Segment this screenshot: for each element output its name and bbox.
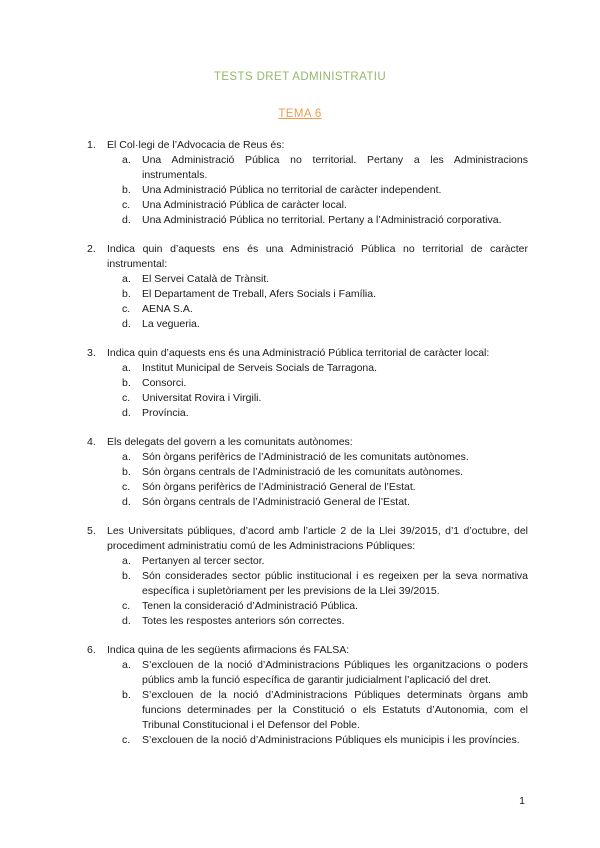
answer-option (122, 317, 528, 332)
option-text: AENA S.A. (142, 303, 193, 315)
option-letter: a. (122, 451, 131, 463)
answer-options (87, 450, 528, 510)
option-letter: a. (122, 154, 131, 166)
answer-option (122, 614, 528, 629)
option-text: S’exclouen de la noció d’Administracions Públiques determinats òrgans amb funcions determinades per la Constitució o els Estatuts d’Autonomia, com el Tribunal Constitucional i el Defensor del Poble. (142, 689, 528, 731)
option-text: Una Administració Pública no territorial. Pertany a les Administracions instrumentals. (142, 154, 528, 181)
option-letter: b. (122, 288, 131, 300)
answer-option (122, 406, 528, 421)
answer-option (122, 599, 528, 614)
option-letter: c. (122, 303, 131, 315)
document-title: TESTS DRET ADMINISTRATIU (213, 71, 387, 83)
option-letter: b. (122, 377, 131, 389)
option-text: Són òrgans centrals de l’Administració General de l’Estat. (142, 496, 410, 508)
option-text: Una Administració Pública de caràcter local. (142, 199, 347, 211)
answer-option (122, 658, 528, 688)
option-text: Són òrgans centrals de l’Administració de les comunitats autònomes. (142, 466, 463, 478)
question-number: 1. (87, 139, 96, 151)
option-letter: d. (122, 214, 131, 226)
question-row (87, 242, 528, 272)
option-text: S’exclouen de la noció d’Administracions Públiques els municipis i les províncies. (142, 734, 520, 746)
answer-options (87, 361, 528, 421)
option-letter: c. (122, 392, 131, 404)
option-text: Són òrgans perifèrics de l’Administració de les comunitats autònomes. (142, 451, 469, 463)
answer-option (122, 272, 528, 287)
option-text: Província. (142, 407, 189, 419)
question-number: 2. (87, 243, 96, 255)
answer-option (122, 733, 528, 748)
question-number: 5. (87, 525, 96, 537)
option-text: Institut Municipal de Serveis Socials de Tarragona. (142, 362, 378, 374)
question-row (87, 435, 528, 450)
option-text: La vegueria. (142, 318, 200, 330)
answer-option (122, 287, 528, 302)
question-row (87, 524, 528, 554)
option-letter: d. (122, 496, 131, 508)
question-number: 3. (87, 347, 96, 359)
option-text: Consorci. (142, 377, 187, 389)
question-item (87, 643, 528, 748)
answer-option (122, 465, 528, 480)
answer-options (87, 272, 528, 332)
option-letter: a. (122, 659, 131, 671)
answer-option (122, 495, 528, 510)
option-letter: b. (122, 570, 131, 582)
question-item (87, 435, 528, 510)
option-letter: a. (122, 362, 131, 374)
answer-option (122, 391, 528, 406)
option-letter: b. (122, 466, 131, 478)
option-letter: c. (122, 481, 131, 493)
option-text: Una Administració Pública no territorial de caràcter independent. (142, 184, 442, 196)
question-number: 6. (87, 644, 96, 656)
answer-option (122, 198, 528, 213)
question-item (87, 524, 528, 629)
question-text: Indica quin d’aquests ens és una Administració Pública no territorial de caràcter instrumental: (107, 243, 528, 270)
question-row (87, 643, 528, 658)
question-text: Indica quin d’aquests ens és una Administració Pública territorial de caràcter local: (107, 347, 490, 359)
answer-option (122, 569, 528, 599)
option-letter: d. (122, 615, 131, 627)
section-heading: TEMA 6 (278, 108, 322, 120)
question-row (87, 138, 528, 153)
question-list (87, 138, 528, 762)
option-text: El Servei Català de Trànsit. (142, 273, 270, 285)
question-text: Les Universitats públiques, d’acord amb l’article 2 de la Llei 39/2015, d’1 d’octubre, del procediment administratiu comú de les Administracions Públiques: (107, 525, 528, 552)
option-text: Universitat Rovira i Virgili. (142, 392, 262, 404)
option-text: Pertanyen al tercer sector. (142, 555, 265, 567)
question-item (87, 138, 528, 228)
option-letter: c. (122, 199, 131, 211)
option-text: El Departament de Treball, Afers Socials i Família. (142, 288, 377, 300)
option-letter: b. (122, 689, 131, 701)
option-letter: d. (122, 407, 131, 419)
option-letter: a. (122, 273, 131, 285)
page-number: 1 (519, 795, 525, 807)
option-letter: c. (122, 600, 131, 612)
answer-option (122, 688, 528, 733)
option-text: Totes les respostes anteriors són correctes. (142, 615, 345, 627)
question-row (87, 346, 528, 361)
question-text: Els delegats del govern a les comunitats autònomes: (107, 436, 353, 448)
answer-option (122, 450, 528, 465)
option-text: S’exclouen de la noció d’Administracions Públiques les organitzacions o poders públics amb la funció específica de garantir judicialment l’aplicació del dret. (142, 659, 528, 686)
question-number: 4. (87, 436, 96, 448)
option-text: Una Administració Pública no territorial. Pertany a l’Administració corporativa. (142, 214, 502, 226)
option-text: Tenen la consideració d’Administració Pública. (142, 600, 358, 612)
answer-options (87, 658, 528, 748)
option-letter: c. (122, 734, 131, 746)
answer-options (87, 554, 528, 629)
answer-option (122, 302, 528, 317)
answer-option (122, 480, 528, 495)
option-text: Són considerades sector públic institucional i es regeixen per la seva normativa específica i supletòriament per les previsions de la Llei 39/2015. (142, 570, 528, 597)
question-item (87, 346, 528, 421)
question-text: Indica quina de les següents afirmacions és FALSA: (107, 644, 350, 656)
question-item (87, 242, 528, 332)
answer-option (122, 376, 528, 391)
option-letter: d. (122, 318, 131, 330)
answer-option (122, 361, 528, 376)
answer-options (87, 153, 528, 228)
option-letter: b. (122, 184, 131, 196)
answer-option (122, 554, 528, 569)
question-text: El Col·legi de l’Advocacia de Reus és: (107, 139, 285, 151)
option-letter: a. (122, 555, 131, 567)
answer-option (122, 213, 528, 228)
answer-option (122, 153, 528, 183)
answer-option (122, 183, 528, 198)
option-text: Són òrgans perifèrics de l’Administració General de l’Estat. (142, 481, 416, 493)
